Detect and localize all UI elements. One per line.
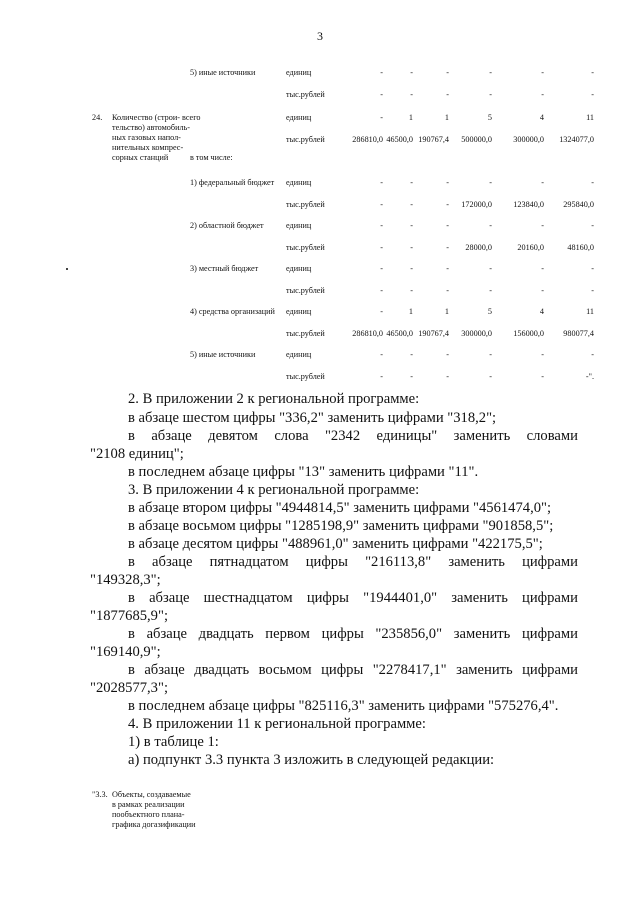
word: цифры (321, 626, 364, 642)
paragraph-continuation: "149328,3"; (90, 572, 161, 588)
row-label: 1) федеральный бюджет (190, 178, 275, 187)
paragraph-line: 1) в таблице 1: (128, 734, 219, 750)
table-cell: 1 (408, 113, 413, 122)
word: девятом (208, 428, 258, 444)
row-label: 5) иные источники (190, 68, 256, 77)
table-cell: - (489, 372, 492, 381)
word: в (128, 626, 135, 642)
paragraph-line: а) подпункт 3.3 пункта 3 изложить в следующей редакции: (128, 752, 495, 768)
word: в (128, 590, 135, 606)
unit-label: тыс.рублей (286, 90, 325, 99)
table-cell: - (410, 200, 413, 209)
table-cell: - (410, 221, 413, 230)
table-cell: - (380, 221, 383, 230)
word: слова (274, 428, 309, 444)
unit-label: тыс.рублей (286, 286, 325, 295)
table-cell: - (410, 178, 413, 187)
word: заменить (456, 662, 513, 678)
table-cell: - (591, 264, 594, 273)
table-cell: - (380, 90, 383, 99)
table-cell: 5 (487, 113, 492, 122)
table-cell: - (380, 243, 383, 252)
paragraph-justified (128, 662, 578, 679)
table-cell: - (380, 307, 383, 316)
word: в (128, 554, 135, 570)
paragraph-line: в абзаце шестом цифры "336,2" заменить цифрами "318,2"; (128, 410, 497, 426)
unit-label: единиц (286, 68, 312, 77)
item-desc-line: Объекты, создаваемые (112, 790, 191, 799)
table-cell: 123840,0 (513, 200, 544, 209)
table-cell: - (489, 350, 492, 359)
word: абзаце (151, 428, 192, 444)
table-cell: 28000,0 (465, 243, 492, 252)
table-cell: - (380, 200, 383, 209)
table-cell: 46500,0 (386, 135, 413, 144)
table-cell: 1324077,0 (559, 135, 594, 144)
table-cell: 11 (586, 307, 594, 316)
table-cell: -". (585, 372, 594, 381)
row-label: 5) иные источники (190, 350, 256, 359)
table-cell: - (541, 90, 544, 99)
table-cell: - (591, 350, 594, 359)
table-cell: 300000,0 (513, 135, 544, 144)
table-cell: 300000,0 (461, 329, 492, 338)
table-cell: - (446, 243, 449, 252)
paragraph-justified (128, 554, 578, 571)
table-cell: - (446, 372, 449, 381)
table-cell: - (410, 243, 413, 252)
row-label: 2) областной бюджет (190, 221, 264, 230)
item-desc-line: графика догазификации (112, 820, 196, 829)
word: "235856,0" (375, 626, 443, 642)
unit-label: единиц (286, 221, 312, 230)
item-desc-line: сорных станций (112, 153, 169, 162)
word: словами (526, 428, 578, 444)
table-cell: 46500,0 (386, 329, 413, 338)
table-cell: - (446, 200, 449, 209)
word: двадцать (198, 626, 254, 642)
unit-label: тыс.рублей (286, 329, 325, 338)
item-desc-line: ных газовых напол- (112, 133, 181, 142)
paragraph-appendix-2: 2. В приложении 2 к региональной программе: (128, 391, 420, 407)
word: заменить (448, 554, 505, 570)
table-cell: - (489, 264, 492, 273)
word: в (128, 662, 135, 678)
word: первом (265, 626, 310, 642)
word: цифрами (522, 662, 578, 678)
word: в (128, 428, 135, 444)
table-cell: - (541, 350, 544, 359)
table-cell: 172000,0 (461, 200, 492, 209)
table-cell: - (591, 221, 594, 230)
word: цифры (305, 554, 348, 570)
paragraph-appendix-11: 4. В приложении 11 к региональной программе: (128, 716, 426, 732)
table-cell: - (446, 264, 449, 273)
word: цифрами (522, 590, 578, 606)
table-cell: 4 (539, 113, 544, 122)
item-desc-line: в рамках реализации (112, 800, 185, 809)
table-cell: - (541, 178, 544, 187)
unit-label: единиц (286, 113, 312, 122)
scan-speck (66, 268, 68, 270)
word: двадцать (194, 662, 250, 678)
word: абзаце (149, 590, 190, 606)
table-cell: 1 (444, 307, 449, 316)
table-cell: - (410, 286, 413, 295)
word: "2342 (324, 428, 361, 444)
row-label: 4) средства организаций (190, 307, 275, 316)
word: шестнадцатом (203, 590, 293, 606)
item-number: "3.3. (92, 790, 108, 799)
unit-label: единиц (286, 264, 312, 273)
table-cell: 1 (444, 113, 449, 122)
unit-label: единиц (286, 350, 312, 359)
table-cell: - (591, 68, 594, 77)
table-cell: 190767,4 (418, 329, 449, 338)
paragraph-justified (128, 626, 578, 643)
table-cell: - (446, 221, 449, 230)
table-cell: - (446, 90, 449, 99)
table-cell: - (446, 68, 449, 77)
table-cell: - (489, 221, 492, 230)
word: цифры (306, 590, 349, 606)
paragraph-line: в абзаце десятом цифры "488961,0" заменить цифрами "422175,5"; (128, 536, 543, 552)
table-cell: - (380, 68, 383, 77)
row-label: 3) местный бюджет (190, 264, 259, 273)
item-desc-line: тельство) автомобиль- (112, 123, 190, 132)
table-cell: - (410, 372, 413, 381)
table-cell: 20160,0 (517, 243, 544, 252)
table-cell: - (541, 264, 544, 273)
paragraph-continuation: "2108 единиц"; (90, 446, 184, 462)
table-cell: 286810,0 (352, 329, 383, 338)
word: заменить (451, 590, 508, 606)
table-cell: - (489, 286, 492, 295)
paragraph-appendix-4: 3. В приложении 4 к региональной программе: (128, 482, 420, 498)
unit-label: тыс.рублей (286, 200, 325, 209)
table-cell: - (380, 350, 383, 359)
item-number: 24. (92, 113, 103, 122)
word: абзаце (144, 662, 185, 678)
word: заменить (453, 626, 511, 642)
table-cell: 980077,4 (563, 329, 594, 338)
unit-label: тыс.рублей (286, 372, 325, 381)
table-cell: - (489, 178, 492, 187)
word: абзаце (146, 626, 187, 642)
table-cell: - (380, 264, 383, 273)
table-cell: 156000,0 (513, 329, 544, 338)
word: единицы" (376, 428, 438, 444)
table-cell: - (446, 350, 449, 359)
table-cell: - (446, 286, 449, 295)
including-label: в том числе: (190, 153, 233, 162)
table-cell: 295840,0 (563, 200, 594, 209)
paragraph-justified (128, 590, 578, 607)
table-cell: - (541, 68, 544, 77)
word: цифрами (522, 626, 578, 642)
table-cell: - (410, 350, 413, 359)
word: "1944401,0" (363, 590, 438, 606)
table-cell: 190767,4 (418, 135, 449, 144)
table-cell: 286810,0 (352, 135, 383, 144)
table-cell: - (489, 68, 492, 77)
word: "216113,8" (365, 554, 432, 570)
word: пятнадцатом (209, 554, 289, 570)
item-desc-line: Количество (строи- всего (112, 113, 201, 122)
paragraph-line: в абзаце втором цифры "4944814,5" заменить цифрами "4561474,0"; (128, 500, 552, 516)
word: цифрами (522, 554, 578, 570)
table-cell: - (410, 68, 413, 77)
table-cell: 4 (539, 307, 544, 316)
word: восьмом (258, 662, 312, 678)
unit-label: тыс.рублей (286, 243, 325, 252)
paragraph-continuation: "1877685,9"; (90, 608, 168, 624)
table-cell: - (410, 90, 413, 99)
table-cell: - (489, 90, 492, 99)
word: заменить (453, 428, 511, 444)
unit-label: тыс.рублей (286, 135, 325, 144)
unit-label: единиц (286, 178, 312, 187)
table-cell: 5 (487, 307, 492, 316)
word: "2278417,1" (372, 662, 447, 678)
paragraph-continuation: "169140,9"; (90, 644, 161, 660)
table-cell: - (380, 113, 383, 122)
table-cell: - (541, 221, 544, 230)
word: цифры (321, 662, 364, 678)
table-cell: - (591, 178, 594, 187)
table-cell: 1 (408, 307, 413, 316)
word: абзаце (152, 554, 193, 570)
table-cell: 500000,0 (461, 135, 492, 144)
paragraph-line: в абзаце восьмом цифры "1285198,9" заменить цифрами "901858,5"; (128, 518, 554, 534)
table-cell: - (591, 90, 594, 99)
table-cell: - (541, 286, 544, 295)
table-cell: - (446, 178, 449, 187)
table-cell: - (541, 372, 544, 381)
paragraph-line: в последнем абзаце цифры "13" заменить цифрами "11". (128, 464, 479, 480)
table-cell: - (410, 264, 413, 273)
paragraph-justified (128, 428, 578, 445)
paragraph-continuation: "2028577,3"; (90, 680, 168, 696)
unit-label: единиц (286, 307, 312, 316)
table-cell: - (380, 178, 383, 187)
page-number: 3 (317, 29, 323, 43)
item-desc-line: пообъектного плана- (112, 810, 185, 819)
item-desc-line: нительных компрес- (112, 143, 184, 152)
table-cell: - (380, 372, 383, 381)
table-cell: - (380, 286, 383, 295)
table-cell: - (591, 286, 594, 295)
table-cell: 11 (586, 113, 594, 122)
table-cell: 48160,0 (567, 243, 594, 252)
paragraph-line: в последнем абзаце цифры "825116,3" заменить цифрами "575276,4". (128, 698, 559, 714)
